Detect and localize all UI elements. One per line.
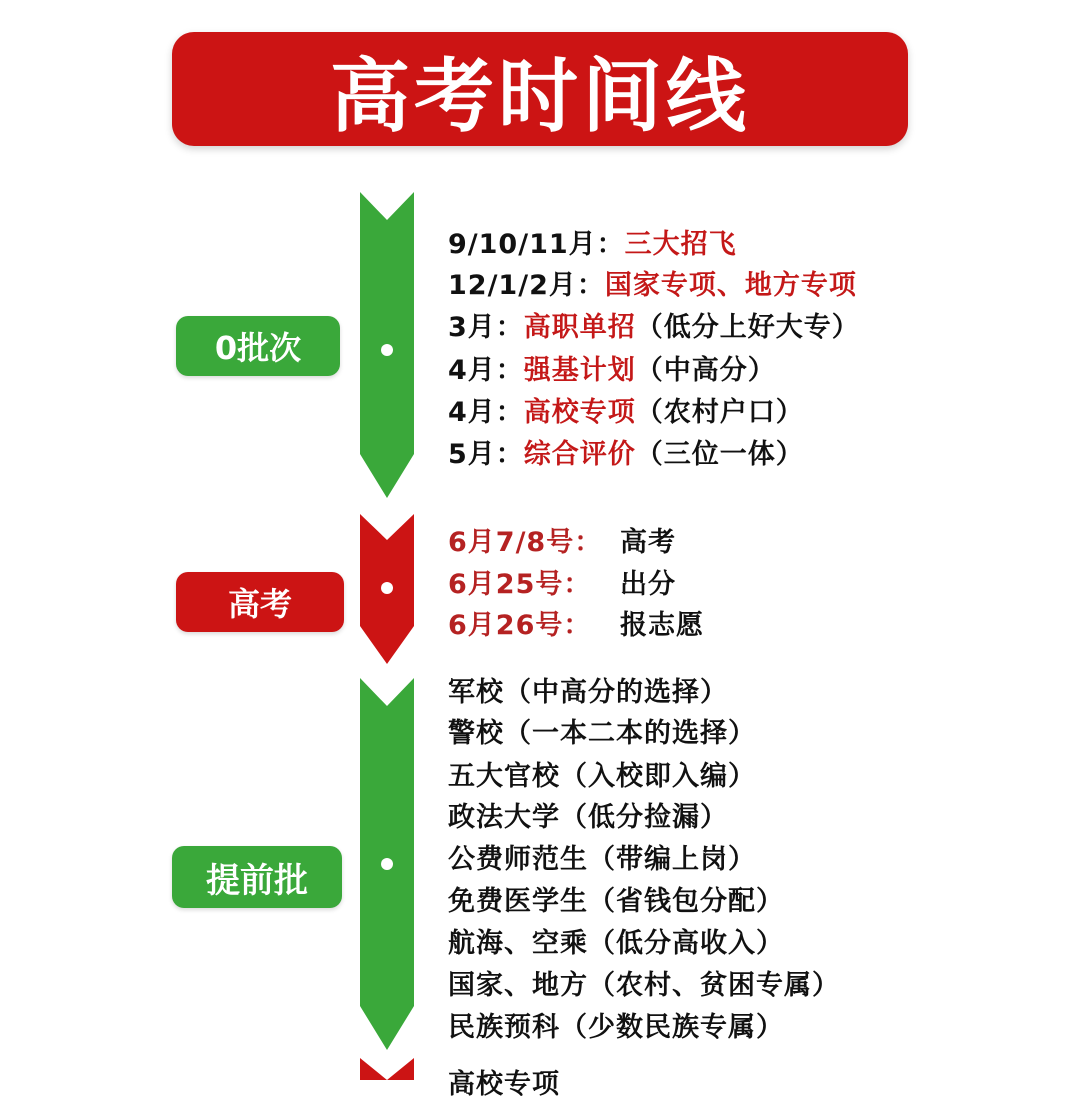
- list-item: 12/1/2月：国家专项、地方专项: [448, 270, 857, 301]
- page-title: 高考时间线: [172, 32, 908, 146]
- list-item: 3月：高职单招（低分上好大专）: [448, 312, 860, 343]
- section-label-early-batch: 提前批: [172, 846, 342, 908]
- timeline-dot: [381, 344, 393, 356]
- section-label-batch0: 0批次: [176, 316, 340, 376]
- list-item: 航海、空乘（低分高收入）: [448, 928, 784, 959]
- list-item: 政法大学（低分捡漏）: [448, 802, 728, 833]
- list-item: 警校（一本二本的选择）: [448, 718, 756, 749]
- list-item: 4月：高校专项（农村户口）: [448, 397, 804, 428]
- list-item: 民族预科（少数民族专属）: [448, 1012, 784, 1043]
- list-item: 公费师范生（带编上岗）: [448, 844, 756, 875]
- list-item: 5月：综合评价（三位一体）: [448, 439, 804, 470]
- timeline-dot: [381, 582, 393, 594]
- list-item: 6月7/8号： 高考: [448, 527, 676, 558]
- timeline-dot: [381, 858, 393, 870]
- section-label-gaokao: 高考: [176, 572, 344, 632]
- list-item: 军校（中高分的选择）: [448, 677, 728, 708]
- list-item: 国家、地方（农村、贫困专属）: [448, 970, 840, 1001]
- list-item: 6月26号： 报志愿: [448, 610, 704, 641]
- list-item: 4月：强基计划（中高分）: [448, 355, 776, 386]
- list-item: 五大官校（入校即入编）: [448, 761, 756, 792]
- list-item: 9/10/11月：三大招飞: [448, 229, 737, 260]
- list-item: 6月25号： 出分: [448, 569, 676, 600]
- timeline-chevron-next: [360, 1058, 414, 1080]
- list-item: 免费医学生（省钱包分配）: [448, 886, 784, 917]
- list-item: 高校专项: [448, 1069, 560, 1100]
